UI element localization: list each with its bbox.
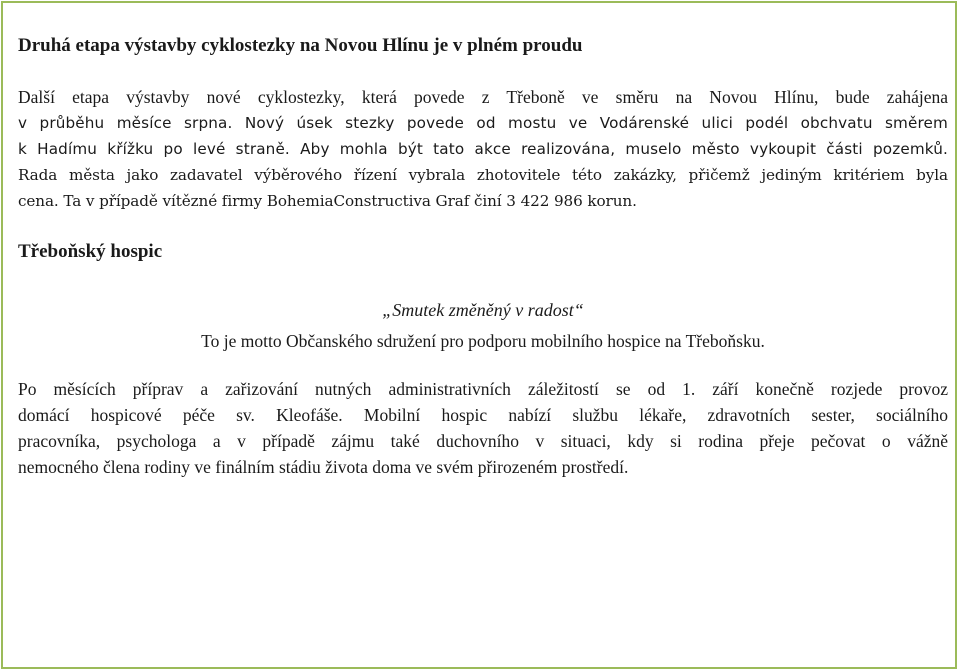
section1-line-4: Rada města jako zadavatel výběrového řízení vybrala zhotovitele této zakázky, přičemž jediným kritériem byla (18, 166, 948, 184)
section1-line-5: cena. Ta v případě vítězné firmy BohemiaConstructiva Graf činí 3 422 986 korun. (18, 192, 637, 210)
section2-line-4: nemocného člena rodiny ve finálním stádiu života doma ve svém přirozeném prostředí. (18, 457, 629, 477)
section2-paragraph (18, 376, 948, 480)
motto-caption: To je motto Občanského sdružení pro podporu mobilního hospice na Třeboňsku. (201, 331, 765, 351)
section2-line-2: domácí hospicové péče sv. Kleofáše. Mobilní hospic nabízí službu lékaře, zdravotních sester, sociálního (18, 405, 948, 425)
section1-line-3: k Hadímu křížku po levé straně. Aby mohla být tato akce realizována, muselo město vykoupit části pozemků. (18, 140, 948, 158)
document-body (18, 34, 948, 480)
section1-line-2: v průběhu měsíce srpna. Nový úsek stezky povede od mostu ve Vodárenské ulici podél obchvatu směrem (18, 114, 948, 132)
section2-line-1: Po měsících příprav a zařizování nutných administrativních záležitostí se od 1. září konečně rozjede provoz (18, 379, 948, 399)
section2-line-3: pracovníka, psychologa a v případě zájmu také duchovního v situaci, kdy si rodina přeje pečovat o vážně (18, 431, 948, 451)
section1-paragraph (18, 84, 948, 214)
motto-text: „Smutek změněný v radost“ (382, 300, 584, 320)
section1-line-1: Další etapa výstavby nové cyklostezky, která povede z Třeboně ve směru na Novou Hlínu, bude zahájena (18, 87, 948, 107)
section1-title: Druhá etapa výstavby cyklostezky na Novou Hlínu je v plném proudu (18, 35, 583, 56)
section2-title: Třeboňský hospic (18, 241, 163, 262)
